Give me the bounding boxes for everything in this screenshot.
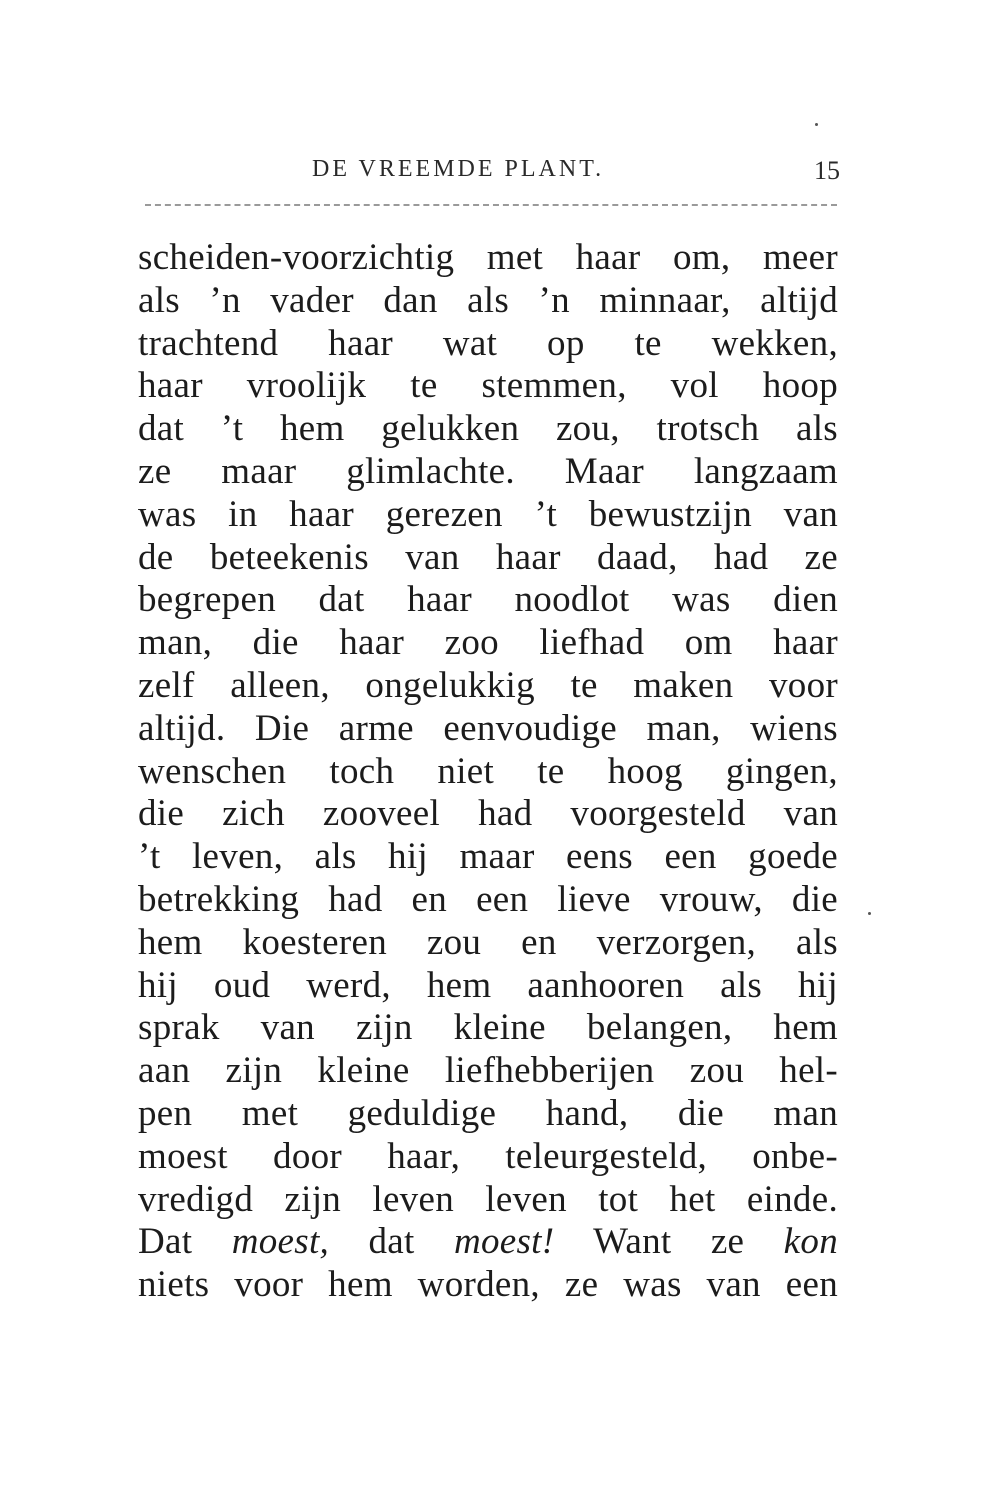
text-line: de beteekenis van haar daad, had ze [138, 536, 838, 578]
text-line: begrepen dat haar noodlot was dien [138, 579, 838, 621]
text-line: dat ’t hem gelukken zou, trotsch als [138, 408, 838, 450]
text-line: hij oud werd, hem aanhooren als hij [138, 964, 838, 1006]
header-rule [145, 204, 837, 206]
text-line: altijd. Die arme eenvoudige man, wiens [138, 707, 838, 749]
text-line: ’t leven, als hij maar eens een goede [138, 836, 838, 878]
text-line-with-italics [138, 1221, 838, 1264]
line-segment: Dat [138, 1221, 232, 1263]
italic-word: moest! [453, 1221, 555, 1263]
body-text [138, 237, 838, 1307]
text-line: die zich zooveel had voorgesteld van [138, 793, 838, 835]
line-segment: Want ze [554, 1221, 784, 1263]
paper-speck [815, 123, 818, 126]
running-head [140, 150, 840, 190]
text-line: betrekking had en een lieve vrouw, die [138, 878, 838, 920]
paper-speck [868, 912, 871, 915]
italic-word: kon [783, 1221, 838, 1263]
text-line: was in haar gerezen ’t bewustzijn van [138, 493, 838, 535]
text-line: sprak van zijn kleine belangen, hem [138, 1007, 838, 1049]
page-number: 15 [814, 156, 840, 185]
running-title: DE VREEMDE PLANT. [312, 156, 605, 182]
text-line: man, die haar zoo liefhad om haar [138, 622, 838, 664]
text-line: aan zijn kleine liefhebberijen zou hel- [138, 1050, 838, 1092]
text-line: vredigd zijn leven leven tot het einde. [138, 1178, 838, 1220]
text-line: wenschen toch niet te hoog gingen, [138, 750, 838, 792]
text-line: ze maar glimlachte. Maar langzaam [138, 450, 838, 492]
text-line: scheiden-voorzichtig met haar om, meer [138, 237, 838, 278]
text-line: moest door haar, teleurgesteld, onbe- [138, 1135, 838, 1177]
line-segment: dat [329, 1221, 454, 1263]
text-line: hem koesteren zou en verzorgen, als [138, 921, 838, 963]
text-line: haar vroolijk te stemmen, vol hoop [138, 365, 838, 407]
text-line: pen met geduldige hand, die man [138, 1092, 838, 1134]
text-line: zelf alleen, ongelukkig te maken voor [138, 664, 838, 706]
text-line: als ’n vader dan als ’n minnaar, altijd [138, 279, 838, 321]
text-line: niets voor hem worden, ze was van een [138, 1264, 838, 1306]
italic-word: moest, [231, 1221, 330, 1263]
text-line: trachtend haar wat op te wekken, [138, 322, 838, 364]
